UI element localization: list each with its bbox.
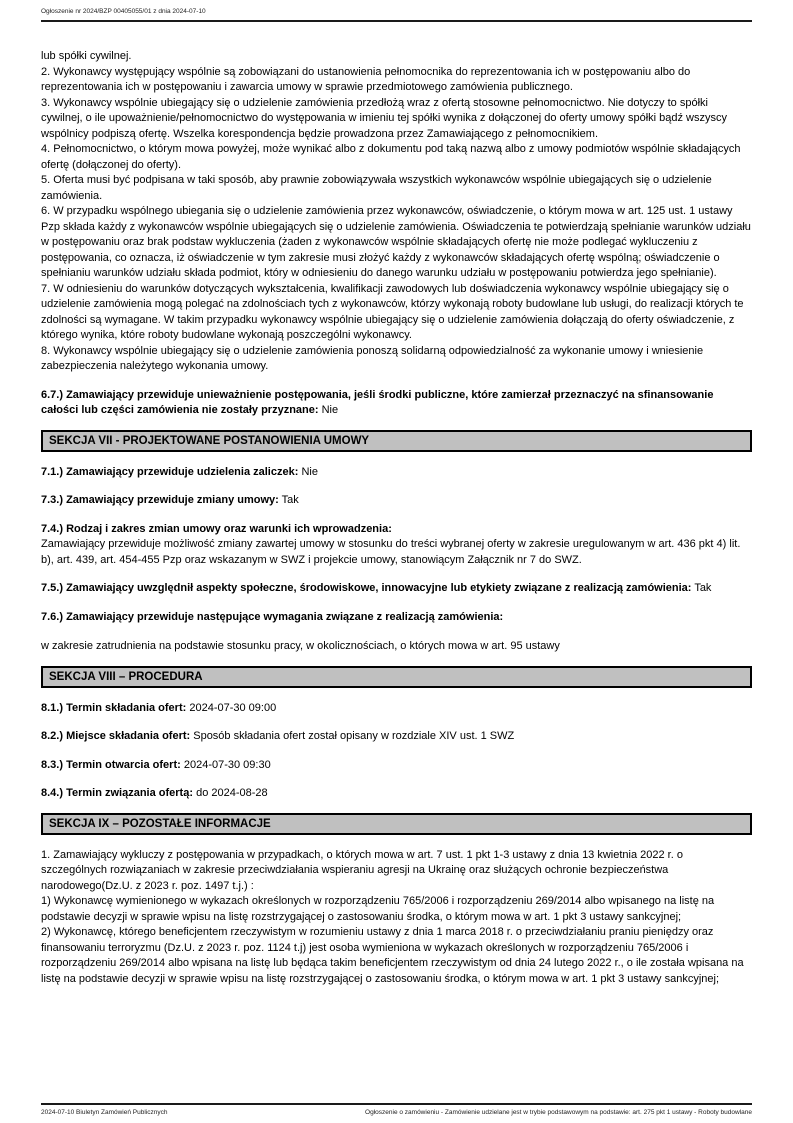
field-label: 8.1.) Termin składania ofert: [41,701,187,714]
notice-number: Ogłoszenie nr 2024/BZP 00405055/01 z dnia 2024-07-10 [41,8,206,15]
field-label: 7.1.) Zamawiający przewiduje udzielenia zaliczek: [41,465,299,478]
field-8-3 [41,758,752,774]
field-7-4 [41,522,752,569]
paragraph: 7. W odniesieniu do warunków dotyczących wykształcenia, kwalifikacji zawodowych lub doświadczenia wykonawcy wspólnie ubiegający się o udzielenie zamówienia mogą polegać na zdolnościach tych z wykonawców, którzy wykonają roboty budowlane lub usługi, do realizacji których te zdolności są wymagane. W takim przypadku wykonawcy wspólnie ubiegający się o udzielenie zamówienia dołączają do oferty oświadczenie, z którego wynika, które roboty budowlane wykonają poszczególni wykonawcy. [41,282,744,341]
field-label: 7.4.) Rodzaj i zakres zmian umowy oraz warunki ich wprowadzenia: [41,522,392,535]
field-7-1 [41,465,752,481]
paragraph: 1) Wykonawcę wymienionego w wykazach określonych w rozporządzeniu 765/2006 i rozporządzeniu 269/2014 albo wpisanego na listę na podstawie decyzji w sprawie wpisu na listę rozstrzygającej o zastosowaniu środka, o którym mowa w art. 1 pkt 3 ustawy sankcyjnej; [41,895,715,923]
field-value: Sposób składania ofert został opisany w rozdziale XIV ust. 1 SWZ [193,730,515,742]
field-label: 8.3.) Termin otwarcia ofert: [41,758,181,771]
paragraph: 2. Wykonawcy występujący wspólnie są zobowiązani do ustanowienia pełnomocnika do reprezentowania ich w postępowaniu albo do reprezentowania ich w postępowaniu i zawarcia umowy w sprawie przedmiotowego zamówienia publicznego. [41,65,691,93]
joint-bidding-block [41,49,752,375]
section-header-vii: SEKCJA VII - PROJEKTOWANE POSTANOWIENIA UMOWY [41,430,752,452]
field-value: 2024-07-30 09:30 [183,758,271,771]
footer-rule [41,1103,752,1105]
field-value: Nie [301,465,318,478]
section-header-ix: SEKCJA IX – POZOSTAŁE INFORMACJE [41,813,752,835]
header-rule [41,20,752,22]
field-label: 7.5.) Zamawiający uwzględnił aspekty społeczne, środowiskowe, innowacyjne lub etykiety związane z realizacją zamówienia: [41,582,692,594]
field-8-1 [41,701,752,717]
paragraph: 5. Oferta musi być podpisana w taki sposób, aby prawnie zobowiązywała wszystkich wykonawców wspólnie ubiegających się o udzielenie zamówienia. [41,174,712,202]
page-header [41,0,752,22]
field-body: Zamawiający przewiduje możliwość zmiany zawartej umowy w stosunku do treści wybranej oferty w zakresie uregulowanym w art. 436 pkt 4) lit. b), art. 439, art. 454-455 Pzp oraz wskazanym w SWZ i projekcie umowy, stanowiącym Załącznik nr 7 do SWZ. [41,538,741,566]
field-7-6 [41,610,752,655]
paragraph: 1. Zamawiający wykluczy z postępowania w przypadkach, o których mowa w art. 7 ust. 1 pkt 1-3 ustawy z dnia 13 kwietnia 2022 r. o szczególnych rozwiązaniach w zakresie przeciwdziałania wspieraniu agresji na Ukrainę oraz służących ochronie bezpieczeństwa narodowego(Dz.U. z 2023 r. poz. 1497 t.j.) : [41,848,683,892]
field-7-3 [41,493,752,509]
field-6-7 [41,388,752,419]
section-header-viii: SEKCJA VIII – PROCEDURA [41,666,752,688]
field-value: Nie [321,404,339,416]
field-7-5 [41,581,752,597]
paragraph: 6. W przypadku wspólnego ubiegania się o udzielenie zamówienia przez wykonawców, oświadczenie, o którym mowa w art. 125 ust. 1 ustawy Pzp składa każdy z wykonawców wspólnie ubiegających się o udzielenie zamówienia. Oświadczenia te potwierdzają spełnianie warunków udziału w postępowaniu oraz brak podstaw wykluczenia (żaden z wykonawców wspólnie składających ofertę nie może podlegać wykluczeniu z postępowania, co oznacza, iż oświadczenie w tym zakresie musi złożyć każdy z wykonawców składających ofertę wspólną; oświadczenie o spełnianiu warunków udziału składa podmiot, który w odniesieniu do danego warunku udziału w postępowaniu potwierdza jego spełnianie). [41,205,751,279]
field-label: 7.6.) Zamawiający przewiduje następujące wymagania związane z realizacją zamówienia: [41,610,504,623]
paragraph: 4. Pełnomocnictwo, o którym mowa powyżej, może wynikać albo z dokumentu pod taką nazwą albo z umowy podmiotów wspólnie składających ofertę (dołączonej do oferty). [41,143,741,171]
field-value: Tak [281,494,299,506]
field-value: do 2024-08-28 [196,787,268,799]
paragraph: lub spółki cywilnej. [41,50,132,62]
field-8-2 [41,729,752,745]
field-value: 2024-07-30 09:00 [189,701,277,714]
page-footer [41,1103,752,1117]
field-value: Tak [694,582,712,594]
paragraph: 2) Wykonawcę, którego beneficjentem rzeczywistym w rozumieniu ustawy z dnia 1 marca 2018 r. o przeciwdziałaniu praniu pieniędzy oraz finansowaniu terroryzmu (Dz.U. z 2023 r. poz. 1124 t.j) jest osoba wymieniona w wykazach określonych w rozporządzeniu 765/2006 i rozporządzeniu 269/2014 albo wpisana na listę lub będąca takim beneficjentem rzeczywistym od dnia 24 lutego 2022 r., o ile została wpisana na listę na podstawie decyzji w sprawie wpisu na listę rozstrzygającej o zastosowaniu środka, o którym mowa w art. 1 pkt 3 ustawy sankcyjnej; [41,926,744,985]
field-label: 8.4.) Termin związania ofertą: [41,787,194,799]
field-label: 6.7.) Zamawiający przewiduje unieważnienie postępowania, jeśli środki publiczne, które zamierzał przeznaczyć na sfinansowanie całości lub części zamówienia nie zostały przyznane: [41,388,714,416]
field-body: w zakresie zatrudnienia na podstawie stosunku pracy, w okolicznościach, o których mowa w art. 95 ustawy [41,640,560,652]
section-ix-block [41,848,752,988]
document-body [41,49,752,987]
footer-left: 2024-07-10 Biuletyn Zamówień Publicznych [41,1109,168,1116]
field-label: 7.3.) Zamawiający przewiduje zmiany umowy: [41,494,279,506]
field-8-4 [41,786,752,802]
footer-right: Ogłoszenie o zamówieniu - Zamówienie udzielane jest w trybie podstawowym na podstawie: art. 275 pkt 1 ustawy - Roboty budowlane [365,1109,752,1116]
paragraph: 3. Wykonawcy wspólnie ubiegający się o udzielenie zamówienia przedłożą wraz z ofertą stosowne pełnomocnictwo. Nie dotyczy to spółki cywilnej, o ile upoważnienie/pełnomocnictwo do występowania w imieniu tej spółki wynika z dołączonej do oferty umowy spółki bądź wszyscy wspólnicy podpiszą ofertę. Wszelka korespondencja będzie prowadzona przez Zamawiającego z pełnomocnikiem. [41,96,727,140]
field-label: 8.2.) Miejsce składania ofert: [41,730,191,742]
paragraph: 8. Wykonawcy wspólnie ubiegający się o udzielenie zamówienia ponoszą solidarną odpowiedzialność za wykonanie umowy i wniesienie zabezpieczenia należytego wykonania umowy. [41,344,704,372]
